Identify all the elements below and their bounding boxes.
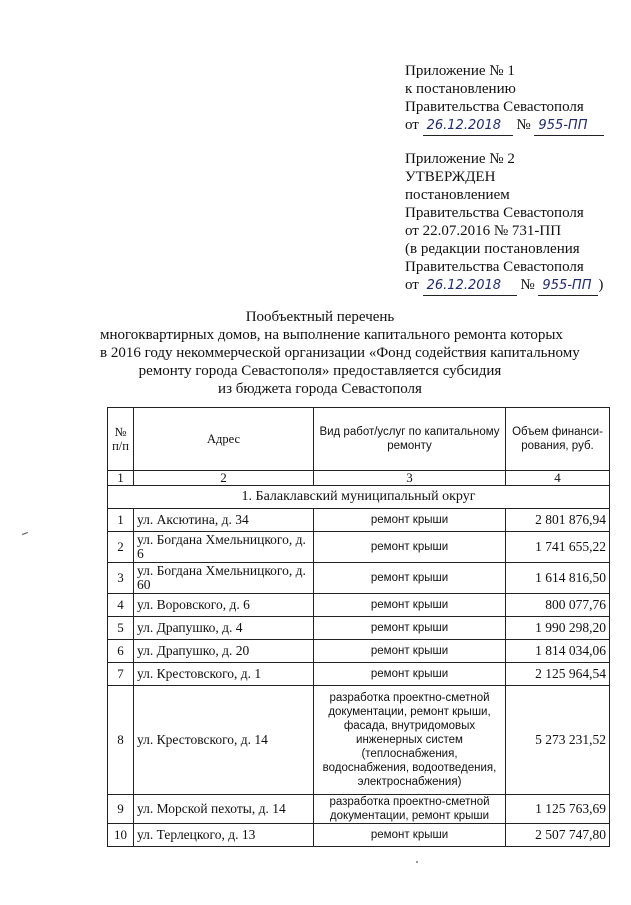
appendix-2-line: Правительства Севастополя — [405, 259, 584, 275]
appendix-2-date-line — [405, 276, 603, 296]
row-number: 5 — [108, 617, 134, 640]
row-work-type: ремонт крыши — [314, 640, 506, 663]
row-amount: 5 273 231,52 — [506, 686, 610, 795]
table-row — [108, 594, 610, 617]
title-line: многоквартирных домов, на выполнение капитального ремонта которых — [100, 327, 563, 343]
row-address: ул. Драпушко, д. 4 — [134, 617, 314, 640]
row-number: 4 — [108, 594, 134, 617]
column-index: 4 — [506, 471, 610, 486]
table-row — [108, 509, 610, 532]
row-amount: 1 814 034,06 — [506, 640, 610, 663]
row-work-type: ремонт крыши — [314, 617, 506, 640]
row-address: ул. Морской пехоты, д. 14 — [134, 795, 314, 824]
handwritten-date: 26.12.2018 — [423, 117, 513, 136]
title-line: ремонту города Севастополя» предоставляется субсидия — [138, 363, 502, 379]
close-paren: ) — [598, 277, 604, 293]
column-index: 1 — [108, 471, 134, 486]
section-row — [108, 486, 610, 509]
table-row — [108, 532, 610, 563]
scan-mark — [22, 532, 28, 535]
appendix-2-line: Правительства Севастополя — [405, 205, 584, 221]
header-num: № п/п — [108, 408, 134, 471]
number-sign: № — [516, 117, 531, 133]
table-row — [108, 563, 610, 594]
row-address: ул. Крестовского, д. 1 — [134, 663, 314, 686]
table-header-row — [108, 408, 610, 471]
date-prefix: от — [405, 117, 419, 133]
section-title: 1. Балаклавский муниципальный округ — [108, 486, 610, 509]
row-number: 9 — [108, 795, 134, 824]
approved-label: УТВЕРЖДЕН — [405, 169, 496, 185]
row-work-type: ремонт крыши — [314, 563, 506, 594]
row-work-type: ремонт крыши — [314, 594, 506, 617]
header-work: Вид работ/услуг по капитальному ремонту — [314, 408, 506, 471]
row-amount: 2 801 876,94 — [506, 509, 610, 532]
row-amount: 1 741 655,22 — [506, 532, 610, 563]
row-work-type: ремонт крыши — [314, 663, 506, 686]
row-address: ул. Терлецкого, д. 13 — [134, 824, 314, 847]
row-work-type: ремонт крыши — [314, 824, 506, 847]
row-address: ул. Крестовского, д. 14 — [134, 686, 314, 795]
buildings-table — [107, 407, 610, 847]
row-work-type: разработка проектно-сметной документации, ремонт крыши, фасада, внутридомовых инженерных систем (теплоснабжения, водоснабжения, водоотведения, электроснабжения) — [314, 686, 506, 795]
row-number: 2 — [108, 532, 134, 563]
date-prefix: от — [405, 277, 419, 293]
handwritten-date: 26.12.2018 — [423, 277, 517, 296]
table-row — [108, 663, 610, 686]
row-work-type: разработка проектно-сметной документации, ремонт крыши — [314, 795, 506, 824]
number-sign: № — [520, 277, 535, 293]
appendix-1-line: Правительства Севастополя — [405, 99, 584, 115]
row-number: 3 — [108, 563, 134, 594]
appendix-1-line: к постановлению — [405, 81, 516, 97]
table-row — [108, 686, 610, 795]
appendix-2-line: постановлением — [405, 187, 510, 203]
table-row — [108, 640, 610, 663]
appendix-2-line: (в редакции постановления — [405, 241, 580, 257]
row-amount: 1 614 816,50 — [506, 563, 610, 594]
row-work-type: ремонт крыши — [314, 509, 506, 532]
row-amount: 1 990 298,20 — [506, 617, 610, 640]
column-index: 3 — [314, 471, 506, 486]
row-address: ул. Богдана Хмельницкого, д. 6 — [134, 532, 314, 563]
table-row — [108, 824, 610, 847]
row-number: 1 — [108, 509, 134, 532]
title-line: в 2016 году некоммерческой организации «Фонд содействия капитальному — [100, 345, 580, 361]
header-address: Адрес — [134, 408, 314, 471]
handwritten-number: 955-ПП — [534, 117, 604, 136]
row-address: ул. Драпушко, д. 20 — [134, 640, 314, 663]
column-index: 2 — [134, 471, 314, 486]
row-number: 10 — [108, 824, 134, 847]
document-title — [100, 308, 580, 398]
row-number: 7 — [108, 663, 134, 686]
row-address: ул. Аксютина, д. 34 — [134, 509, 314, 532]
appendix-2-header — [405, 150, 603, 296]
appendix-1-title: Приложение № 1 — [405, 63, 515, 79]
handwritten-number: 955-ПП — [538, 277, 598, 296]
row-number: 8 — [108, 686, 134, 795]
appendix-2-line: от 22.07.2016 № 731-ПП — [405, 223, 562, 239]
row-amount: 2 507 747,80 — [506, 824, 610, 847]
table-row — [108, 795, 610, 824]
row-amount: 800 077,76 — [506, 594, 610, 617]
row-amount: 1 125 763,69 — [506, 795, 610, 824]
row-address: ул. Богдана Хмельницкого, д. 60 — [134, 563, 314, 594]
row-work-type: ремонт крыши — [314, 532, 506, 563]
row-amount: 2 125 964,54 — [506, 663, 610, 686]
header-amount: Объем финанси-рования, руб. — [506, 408, 610, 471]
row-number: 6 — [108, 640, 134, 663]
scan-dot — [416, 861, 418, 863]
appendix-1-date-line — [405, 116, 604, 136]
column-index-row — [108, 471, 610, 486]
title-line: Пообъектный перечень — [245, 309, 395, 325]
table-row — [108, 617, 610, 640]
appendix-1-header — [405, 62, 604, 136]
title-line: из бюджета города Севастополя — [218, 381, 422, 397]
row-address: ул. Воровского, д. 6 — [134, 594, 314, 617]
appendix-2-title: Приложение № 2 — [405, 151, 515, 167]
